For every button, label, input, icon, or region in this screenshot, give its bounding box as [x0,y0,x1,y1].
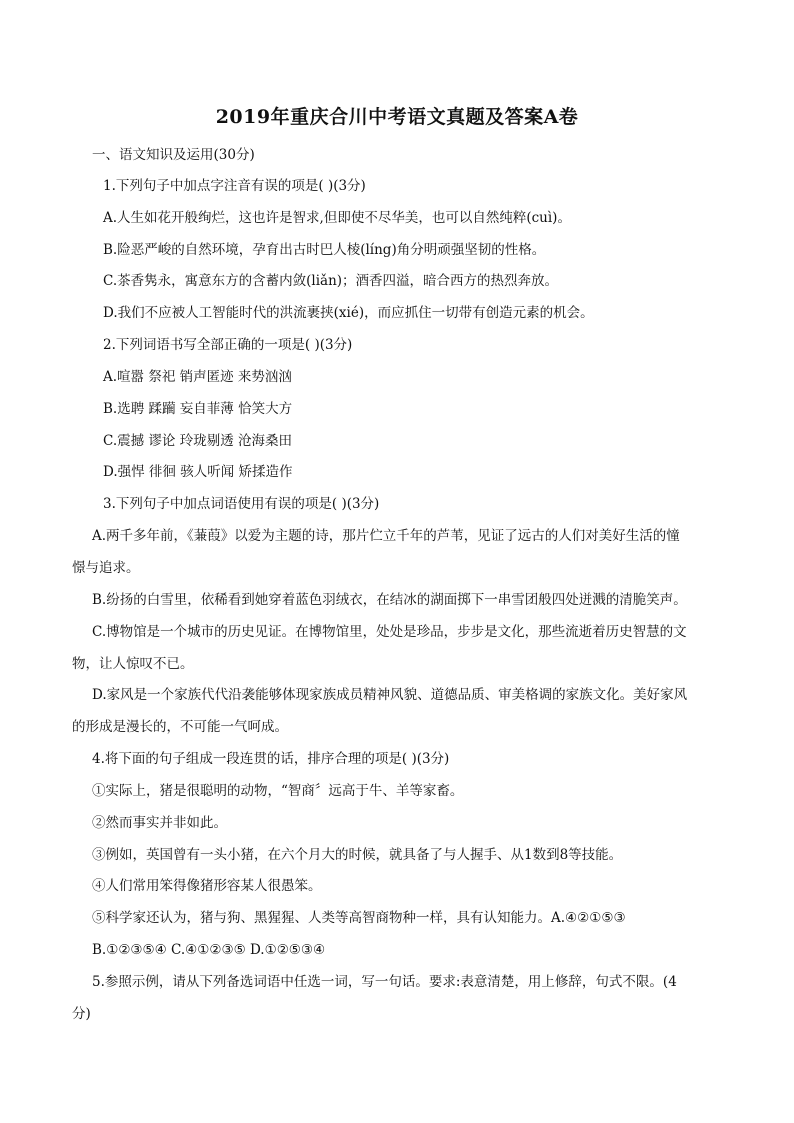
option-3d-line1: D.家风是一个家族代代沿袭能够体现家族成员精神风貌、道德品质、审美格调的家族文化。美好家风 [92,687,688,703]
option-1d: D.我们不应被人工智能时代的洪流裹挟(xié)，而应抓住一切带有创造元素的机会。 [103,305,594,321]
document-title: 2019年重庆合川中考语文真题及答案A卷 [215,106,579,128]
option-3c-line1: C.博物馆是一个城市的历史见证。在博物馆里，处处是珍品，步步是文化，那些流逝着历史智慧的文 [92,624,687,640]
question-3: 3.下列句子中加点词语使用有误的项是( )(3分) [103,496,380,512]
option-2d: D.强悍 徘徊 骇人听闻 矫揉造作 [103,464,293,480]
sentence-4-2: ②然而事实并非如此。 [92,815,227,831]
sentence-4-4: ④人们常用笨得像猪形容某人很愚笨。 [92,878,322,894]
option-1c: C.茶香隽永，寓意东方的含蓄内敛(liǎn)；酒香四溢，暗合西方的热烈奔放。 [103,273,559,289]
option-3d-line2: 的形成是漫长的，不可能一气呵成。 [72,719,288,735]
option-3a-line2: 憬与追求。 [72,560,140,576]
question-5-line2: 分) [72,1006,91,1022]
option-3b: B.纷扬的白雪里，依稀看到她穿着蓝色羽绒衣，在结冰的湖面掷下一串雪团般四处迸溅的清脆笑声。 [92,592,687,608]
question-4: 4.将下面的句子组成一段连贯的话，排序合理的项是( )(3分) [92,751,450,767]
option-2c: C.震撼 谬论 玲珑剔透 沧海桑田 [103,433,293,449]
question-1: 1.下列句子中加点字注音有误的项是( )(3分) [103,178,366,194]
question-2: 2.下列词语书写全部正确的一项是( )(3分) [103,337,353,353]
question-5-line1: 5.参照示例，请从下列备选词语中任选一词，写一句话。要求:表意清楚，用上修辞，句式不限。(4 [92,974,677,990]
sentence-4-5: ⑤科学家还认为，猪与狗、黑猩猩、人类等高智商物种一样，具有认知能力。A.④②①⑤③ [92,910,626,926]
option-2b: B.选聘 蹂躏 妄自菲薄 恰笑大方 [103,401,293,417]
option-2a: A.喧嚣 祭祀 销声匿迹 来势汹汹 [103,369,292,385]
options-4: B.①②③⑤④ C.④①②③⑤ D.①②⑤③④ [92,942,326,958]
option-3a-line1: A.两千多年前，《蒹葭》以爱为主题的诗，那片伫立千年的芦苇，见证了远古的人们对美好生活的憧 [92,528,680,544]
option-3c-line2: 物，让人惊叹不已。 [72,656,194,672]
sentence-4-1: ①实际上，猪是很聪明的动物，“智商〞远高于牛、羊等家畜。 [92,783,464,799]
option-1b: B.险恶严峻的自然环境，孕育出古时巴人棱(líng)角分明顽强坚韧的性格。 [103,242,546,258]
section-heading: 一、语文知识及运用(30分) [92,147,255,163]
sentence-4-3: ③例如，英国曾有一头小猪，在六个月大的时候，就具备了与人握手、从1数到8等技能。 [92,847,623,863]
option-1a: A.人生如花开般绚烂，这也许是智求,但即使不尽华美，也可以自然纯粹(cuì)。 [103,210,571,226]
